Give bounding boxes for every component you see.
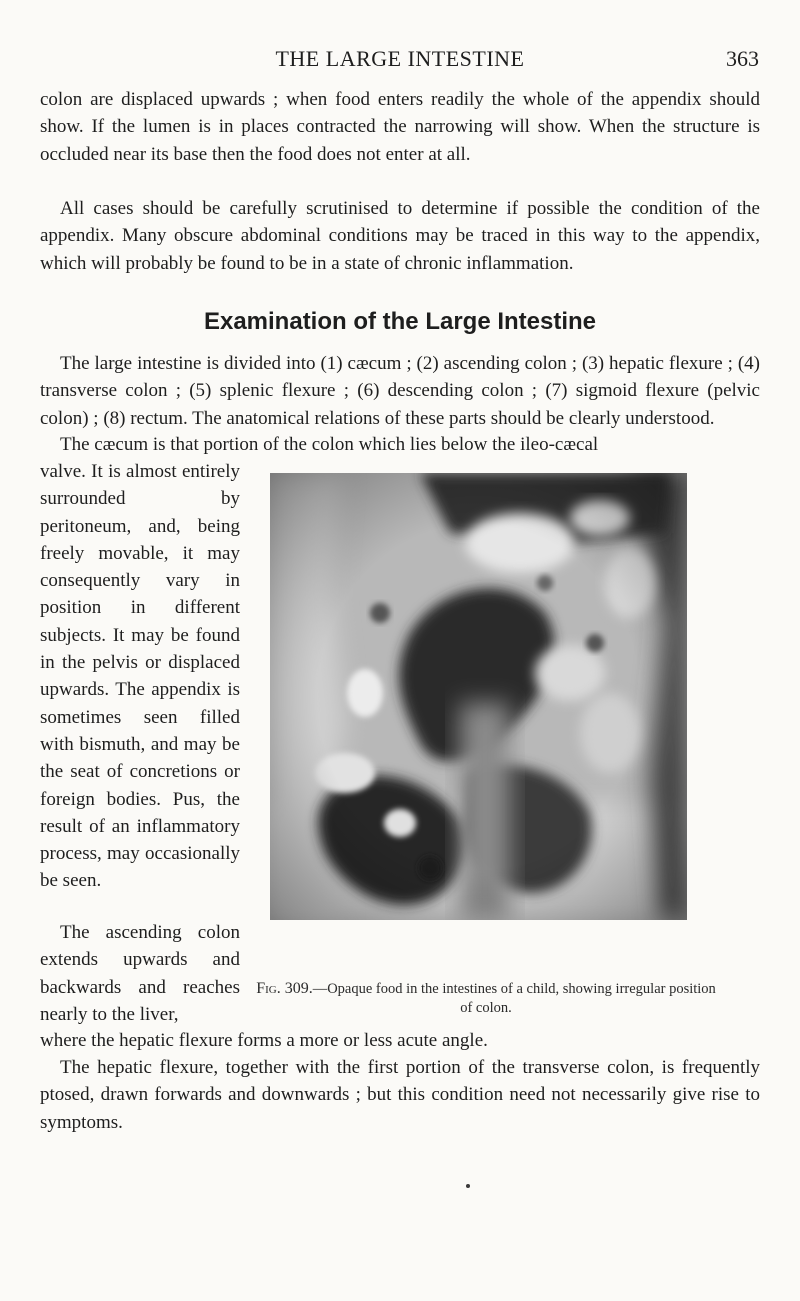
figure-caption-text: —Opaque food in the intestines of a child, showing irregular position of colon. (312, 981, 716, 1016)
figure-caption (251, 979, 721, 1018)
paragraph-ascending-colon: The ascending colon extends upwards and backwards and reaches nearly to the liver, (40, 922, 240, 1025)
section-heading: Examination of the Large Intestine (203, 308, 597, 335)
xray-figure (270, 473, 687, 920)
running-title: THE LARGE INTESTINE (275, 46, 525, 71)
paragraph-caecum-wrapped: valve. It is almost entirely surrounded by peritoneum, and, being freely movable, it may consequently vary in position in different subjects. It may be found in the pelvis or displaced upwards. The appendix is sometimes seen filled with bismuth, and may be the seat of concretions or foreign bodies. Pus, the result of an inflammatory process, may occasionally be seen. (40, 461, 240, 892)
figure-label: Fig. 309. (256, 980, 313, 997)
paragraph-appendix-filling: colon are displaced upwards ; when food enters readily the whole of the appendix should show. If the lumen is in places contracted the narrowing will show. When the structure is occluded near its base then the food does not enter at all. (40, 89, 760, 165)
running-head (40, 46, 760, 76)
paragraph-caecum-first-line: The cæcum is that portion of the colon which lies below the ileo-cæcal (60, 434, 599, 455)
printer-mark (466, 1184, 470, 1188)
book-page (40, 0, 760, 1301)
paragraph-hepatic-flexure: The hepatic flexure, together with the first portion of the transverse colon, is frequently ptosed, drawn forwards and downwards ; but this condition need not necessarily give rise to symptoms. (40, 1057, 760, 1133)
paragraph-ascending-colon-cont: where the hepatic flexure forms a more or less acute angle. (40, 1030, 488, 1051)
xray-image (270, 473, 687, 920)
page-number: 363 (726, 46, 759, 71)
paragraph-appendix-scrutiny: All cases should be carefully scrutinised to determine if possible the condition of the appendix. Many obscure abdominal conditions may be traced in this way to the appendix, which will probably be found to be in a state of chronic inflammation. (40, 198, 760, 274)
paragraph-divisions: The large intestine is divided into (1) cæcum ; (2) ascending colon ; (3) hepatic flexure ; (4) transverse colon ; (5) splenic flexure ; (6) descending colon ; (7) sigmoid flexure (pelvic colon) ; (8) rectum. The anatomical relations of these parts should be clearly understood. (40, 353, 760, 429)
